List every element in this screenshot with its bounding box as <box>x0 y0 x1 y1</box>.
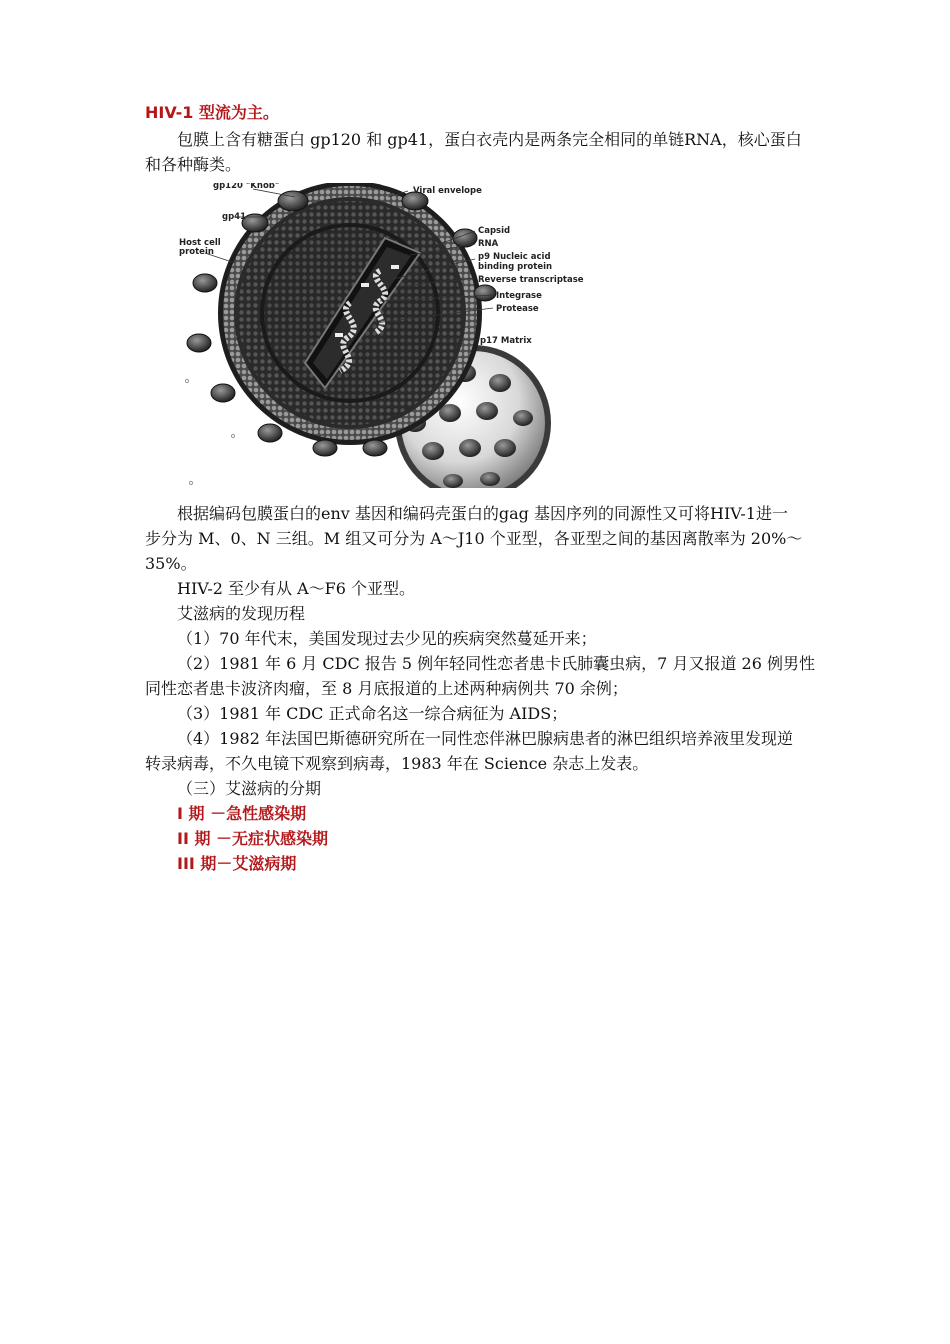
label-viral-envelope: Viral envelope <box>413 186 482 196</box>
label-host-cell-2: protein <box>179 247 214 257</box>
label-p9-2: binding protein <box>478 262 553 272</box>
label-host-cell-1: Host cell <box>179 238 221 248</box>
history-item-3: （3）1981 年 CDC 正式命名这一综合病征为 AIDS； <box>177 704 568 723</box>
heading: HIV-1 型流为主。 <box>145 103 279 122</box>
paragraph-subtype-line2: 步分为 M、0、N 三组。M 组又可分为 A～J10 个亚型，各亚型之间的基因离散率为 20%～ <box>145 529 803 548</box>
paragraph-hiv2: HIV-2 至少有从 A～F6 个亚型。 <box>177 579 416 598</box>
label-protease: Protease <box>496 304 539 314</box>
label-p17-matrix: p17 Matrix <box>480 336 532 346</box>
paragraph-envelope-line2: 和各种酶类。 <box>145 155 242 174</box>
section-heading-stages: （三）艾滋病的分期 <box>177 779 322 798</box>
paragraph-envelope-line1: 包膜上含有糖蛋白 gp120 和 gp41，蛋白衣壳内是两条完全相同的单链RNA，核心蛋白 <box>177 130 802 149</box>
label-reverse-transcriptase: Reverse transcriptase <box>478 275 584 285</box>
label-capsid: Capsid <box>478 226 511 236</box>
paragraph-history-title: 艾滋病的发现历程 <box>177 604 306 623</box>
hiv-structure-diagram <box>175 183 615 488</box>
label-integrase: Integrase <box>496 291 542 301</box>
stage-3: III 期－艾滋病期 <box>177 854 297 873</box>
label-gp120: gp120 "Knob" <box>213 183 280 191</box>
label-gp41: gp41 <box>222 212 246 222</box>
paragraph-subtype-line1: 根据编码包膜蛋白的env 基因和编码壳蛋白的gag 基因序列的同源性又可将HIV-1进一 <box>177 504 788 523</box>
history-item-4-line1: （4）1982 年法国巴斯德研究所在一同性恋伴淋巴腺病患者的淋巴组织培养液里发现逆 <box>177 729 793 748</box>
label-p9-1: p9 Nucleic acid <box>478 252 551 262</box>
stage-2: II 期 －无症状感染期 <box>177 829 329 848</box>
label-rna: RNA <box>478 239 499 249</box>
paragraph-subtype-line3: 35%。 <box>145 554 197 573</box>
history-item-4-line2: 转录病毒，不久电镜下观察到病毒，1983 年在 Science 杂志上发表。 <box>145 754 649 773</box>
history-item-2-line2: 同性恋者患卡波济肉瘤，至 8 月底报道的上述两种病例共 70 余例； <box>145 679 628 698</box>
stage-1: I 期 －急性感染期 <box>177 804 307 823</box>
history-item-1: （1）70 年代末，美国发现过去少见的疾病突然蔓延开来； <box>177 629 597 648</box>
history-item-2-line1: （2）1981 年 6 月 CDC 报告 5 例年轻同性恋者患卡氏肺囊虫病，7 月又报道 26 例男性 <box>177 654 815 673</box>
